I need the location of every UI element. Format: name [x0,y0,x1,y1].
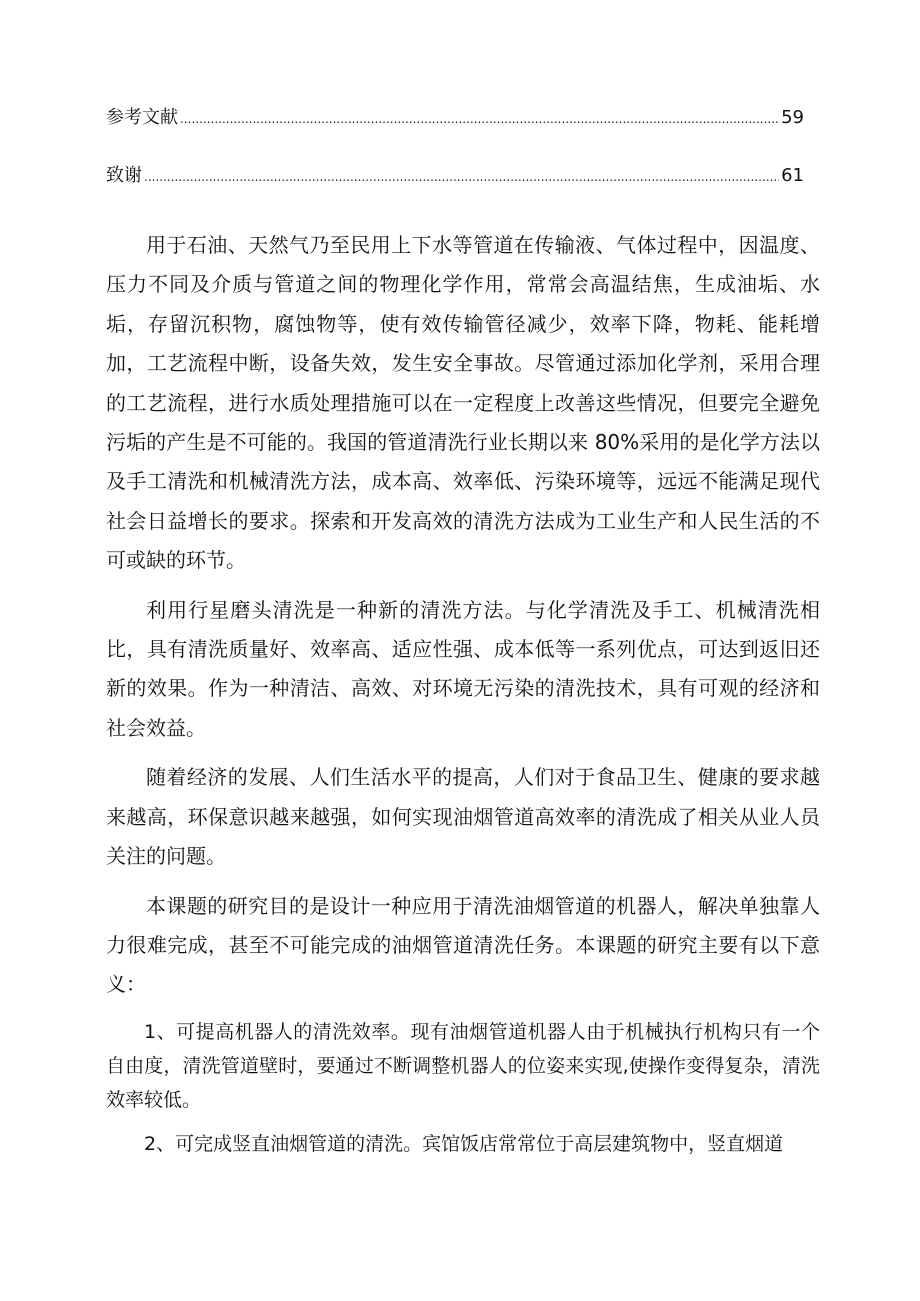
toc-title: 致谢 [106,165,142,186]
toc-dot-leader [180,105,779,133]
body-text [106,226,820,1171]
toc-entry-references[interactable] [106,104,804,132]
toc-title: 参考文献 [106,107,178,128]
paragraph: 本课题的研究目的是设计一种应用于清洗油烟管道的机器人，解决单独靠人力很难完成，甚至不可能完成的油烟管道清洗任务。本课题的研究主要有以下意义： [106,893,820,997]
toc-dot-leader [144,163,779,191]
toc-page-number: 61 [781,165,804,186]
list-item: 1、可提高机器人的清洗效率。现有油烟管道机器人由于机械执行机构只有一个自由度，清洗管道壁时，要通过不断调整机器人的位姿来实现,使操作变得复杂，清洗效率较低。 [106,1020,820,1111]
paragraph: 利用行星磨头清洗是一种新的清洗方法。与化学清洗及手工、机械清洗相比，具有清洗质量好、效率高、适应性强、成本低等一系列优点，可达到返旧还新的效果。作为一种清洁、高效、对环境无污染的清洗技术，具有可观的经济和社会效益。 [106,597,820,740]
paragraph: 用于石油、天然气乃至民用上下水等管道在传输液、气体过程中，因温度、压力不同及介质与管道之间的物理化学作用，常常会高温结焦，生成油垢、水垢，存留沉积物，腐蚀物等，使有效传输管径减少，效率下降，物耗、能耗增加，工艺流程中断，设备失效，发生安全事故。尽管通过添加化学剂，采用合理的工艺流程，进行水质处理措施可以在一定程度上改善这些情况，但要完全避免污垢的产生是不可能的。我国的管道清洗行业长期以来 80%采用的是化学方法以及手工清洗和机械清洗方法，成本高、效率低、污染环境等，远远不能满足现代社会日益增长的要求。探索和开发高效的清洗方法成为工业生产和人民生活的不可或缺的环节。 [106,233,820,573]
toc-entry-acknowledgements[interactable] [106,162,804,190]
toc-page-number: 59 [781,107,804,128]
list-item: 2、可完成竖直油烟管道的清洗。宾馆饭店常常位于高层建筑物中，竖直烟道 [144,1132,784,1155]
paragraph: 随着经济的发展、人们生活水平的提高，人们对于食品卫生、健康的要求越来越高，环保意识越来越强，如何实现油烟管道高效率的清洗成了相关从业人员关注的问题。 [106,765,820,869]
